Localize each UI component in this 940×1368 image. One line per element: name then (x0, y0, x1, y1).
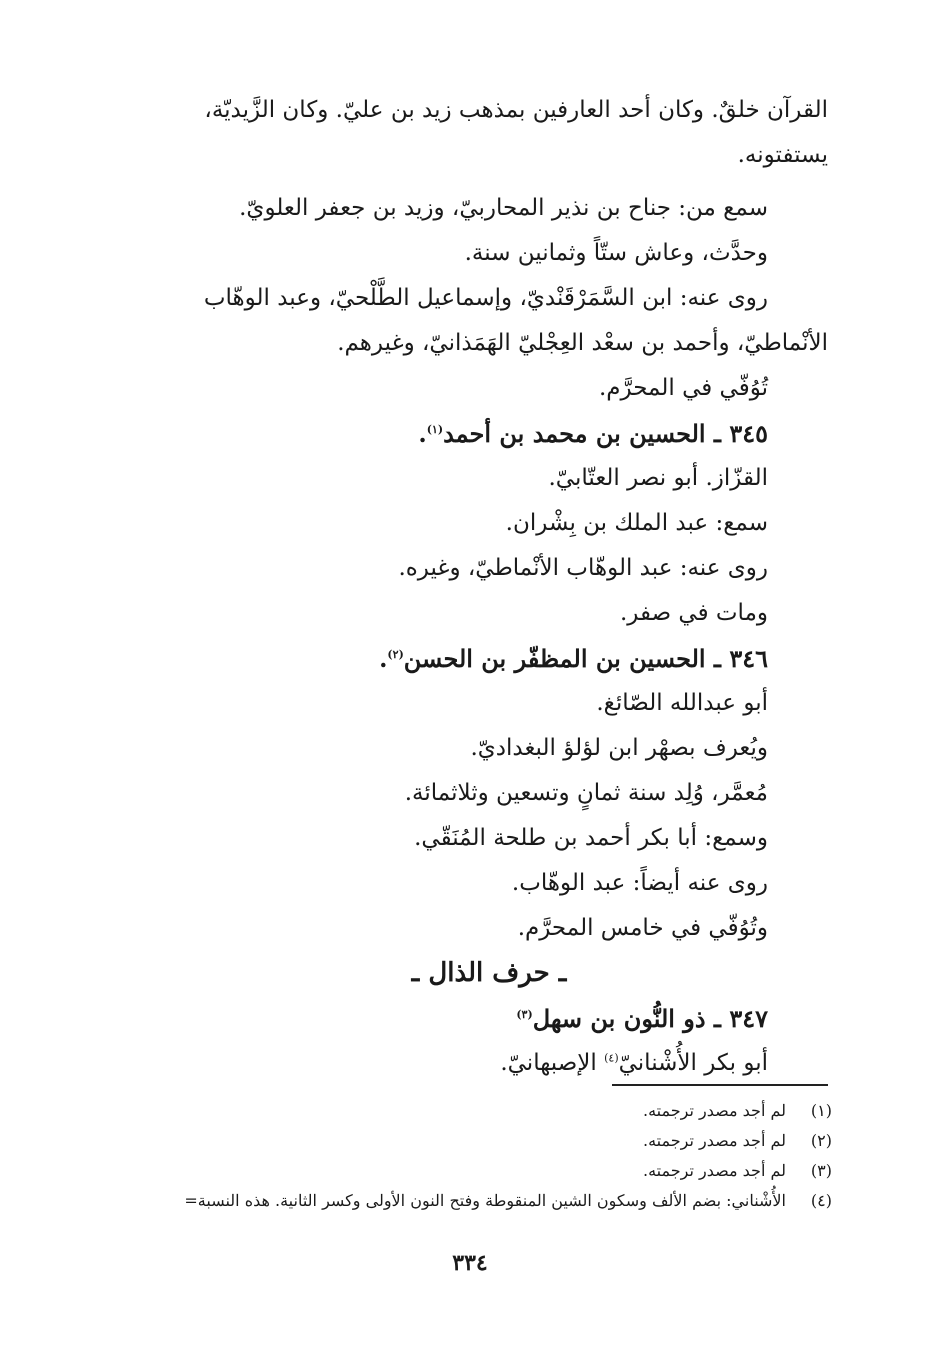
footnote-text: لم أجد مصدر ترجمته. (643, 1161, 786, 1180)
entry-title-text: ٣٤٥ ـ الحسين بن محمد بن أحمد (443, 419, 768, 448)
footnote-number: (٢) (810, 1131, 832, 1150)
entry-title-347 (110, 996, 828, 1041)
text-line: روى عنه: عبد الوهّاب الأنْماطيّ، وغيره. (398, 555, 768, 581)
entry-title-345 (110, 411, 828, 456)
text-line: أبو عبدالله الصّائغ. (596, 690, 768, 716)
footnote-ref: (١) (426, 423, 444, 436)
footnote-text: لم أجد مصدر ترجمته. (643, 1131, 786, 1150)
entry-title-346 (110, 636, 828, 681)
text-line: يستفتونه. (737, 142, 828, 168)
footnote-number: (١) (810, 1101, 832, 1120)
text-line: القزّاز. أبو نصر العتّابيّ. (548, 465, 768, 491)
text-line: ومات في صفر. (619, 600, 768, 626)
main-text (110, 88, 828, 1086)
text-line (110, 1041, 828, 1086)
chapter-heading: ـ حرف الذال ـ (411, 958, 567, 988)
entry-title-text: ٣٤٧ ـ ذو النُّون بن سهل (532, 1004, 768, 1033)
text-line: وحدَّث، وعاش ستّاً وثمانين سنة. (464, 240, 768, 266)
text-line: روى عنه: ابن السَّمَرْقَنْديّ، وإسماعيل الطَّلْحيّ، وعبد الوهّاب (203, 285, 768, 311)
footnote-text: لم أجد مصدر ترجمته. (643, 1101, 786, 1120)
text-line: تُوُفّي في المحرَّم. (598, 375, 768, 401)
footnote-ref: (٢) (387, 648, 404, 661)
footnote-ref: (٤) (604, 1051, 619, 1065)
text-line: وتُوُفّي في خامس المحرَّم. (517, 915, 768, 941)
footnote-separator (612, 1084, 828, 1086)
entry-title-text: ٣٤٦ ـ الحسين بن المظفّر بن الحسن (403, 644, 768, 673)
footnote-ref: (٣) (516, 1008, 533, 1021)
footnote-number: (٤) (810, 1191, 832, 1210)
text-line: روى عنه أيضاً: عبد الوهّاب. (511, 870, 768, 896)
text-line: الأنْماطيّ، وأحمد بن سعْد العِجْليّ الهَمَذانيّ، وغيرهم. (337, 330, 828, 356)
footnote-item (110, 1186, 832, 1216)
entry-title-period: . (418, 419, 427, 448)
text-line: ويُعرف بصهْر ابن لؤلؤ البغداديّ. (470, 735, 768, 761)
footnote-item (110, 1126, 832, 1156)
text-line: وسمع: أبا بكر أحمد بن طلحة المُنَقّي. (414, 825, 768, 851)
text-line: سمع: عبد الملك بن بِشْران. (505, 510, 768, 536)
footnote-text: الأُشْناني: بضم الألف وسكون الشين المنقوطة وفتح النون الأولى وكسر الثانية. هذه النسبة= (184, 1191, 786, 1210)
text-line: مُعمَّر، وُلِد سنة ثمانٍ وتسعين وثلاثمائة. (404, 780, 768, 806)
text-line: سمع من: جناح بن نذير المحاربيّ، وزيد بن جعفر العلويّ. (239, 195, 768, 221)
footnote-item (110, 1096, 832, 1126)
entry-title-period: . (379, 644, 388, 673)
text-line: القرآن خلقٌ. وكان أحد العارفين بمذهب زيد بن عليّ. وكان الزَّيديّة، (204, 97, 828, 123)
footnotes (110, 1096, 832, 1216)
page-number: ٣٣٤ (452, 1250, 488, 1276)
footnote-number: (٣) (810, 1161, 832, 1180)
text-fragment: الإصبهانيّ. (500, 1050, 605, 1076)
text-fragment: أبو بكر الأُشْنانيّ (618, 1050, 768, 1076)
footnote-item (110, 1156, 832, 1186)
